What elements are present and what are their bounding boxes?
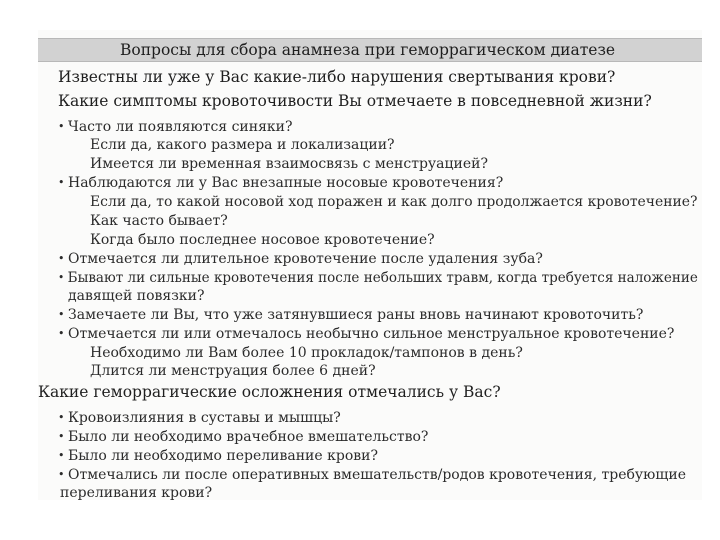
bullet-item: • Бывают ли сильные кровотечения после небольших травм, когда требуется наложение [58,270,698,286]
bullet-continuation: давящей повязки? [68,288,205,304]
bullet-item: • Наблюдаются ли у Вас внезапные носовые кровотечения? [58,175,504,191]
bullet-item: • Отмечались ли после оперативных вмешательств/родов кровотечения, требующие [58,467,686,483]
bullet-dot-icon: • [58,308,65,321]
bullet-item: • Часто ли появляются синяки? [58,119,293,135]
bullet-dot-icon: • [58,449,65,462]
bullet-dot-icon: • [58,252,65,265]
bullet-dot-icon: • [58,271,65,284]
question-heading: Известны ли уже у Вас какие-либо нарушения свертывания крови? [58,68,616,86]
sub-item: Длится ли менструация более 6 дней? [90,363,376,379]
bullet-dot-icon: • [58,327,65,340]
bullet-item: • Было ли необходимо врачебное вмешательство? [58,429,429,445]
sub-item: Как часто бывает? [90,213,228,229]
bullet-item: • Замечаете ли Вы, что уже затянувшиеся раны вновь начинают кровоточить? [58,307,644,323]
bullet-dot-icon: • [58,411,65,424]
document-title: Вопросы для сбора анамнеза при геморрагическом диатезе [120,41,616,59]
sub-item: Когда было последнее носовое кровотечение? [90,232,435,248]
bullet-dot-icon: • [58,176,65,189]
bullet-item: • Кровоизлияния в суставы и мышцы? [58,410,341,426]
sub-item: Если да, то какой носовой ход поражен и как долго продолжается кровотечение? [90,194,698,210]
question-heading: Какие симптомы кровоточивости Вы отмечаете в повседневной жизни? [58,92,652,110]
bullet-continuation: переливания крови? [60,485,213,500]
bullet-dot-icon: • [58,120,65,133]
bullet-item: • Было ли необходимо переливание крови? [58,448,378,464]
bullet-item: • Отмечается ли длительное кровотечение после удаления зуба? [58,251,543,267]
sub-item: Если да, какого размера и локализации? [90,137,395,153]
bullet-item: • Отмечается ли или отмечалось необычно сильное менструальное кровотечение? [58,326,675,342]
sub-item: Имеется ли временная взаимосвязь с менструацией? [90,156,488,172]
bullet-dot-icon: • [58,468,65,481]
bullet-dot-icon: • [58,430,65,443]
question-heading: Какие геморрагические осложнения отмечались у Вас? [38,383,501,401]
title-band [38,38,702,62]
scanned-page [38,30,702,500]
sub-item: Необходимо ли Вам более 10 прокладок/тампонов в день? [90,345,523,361]
